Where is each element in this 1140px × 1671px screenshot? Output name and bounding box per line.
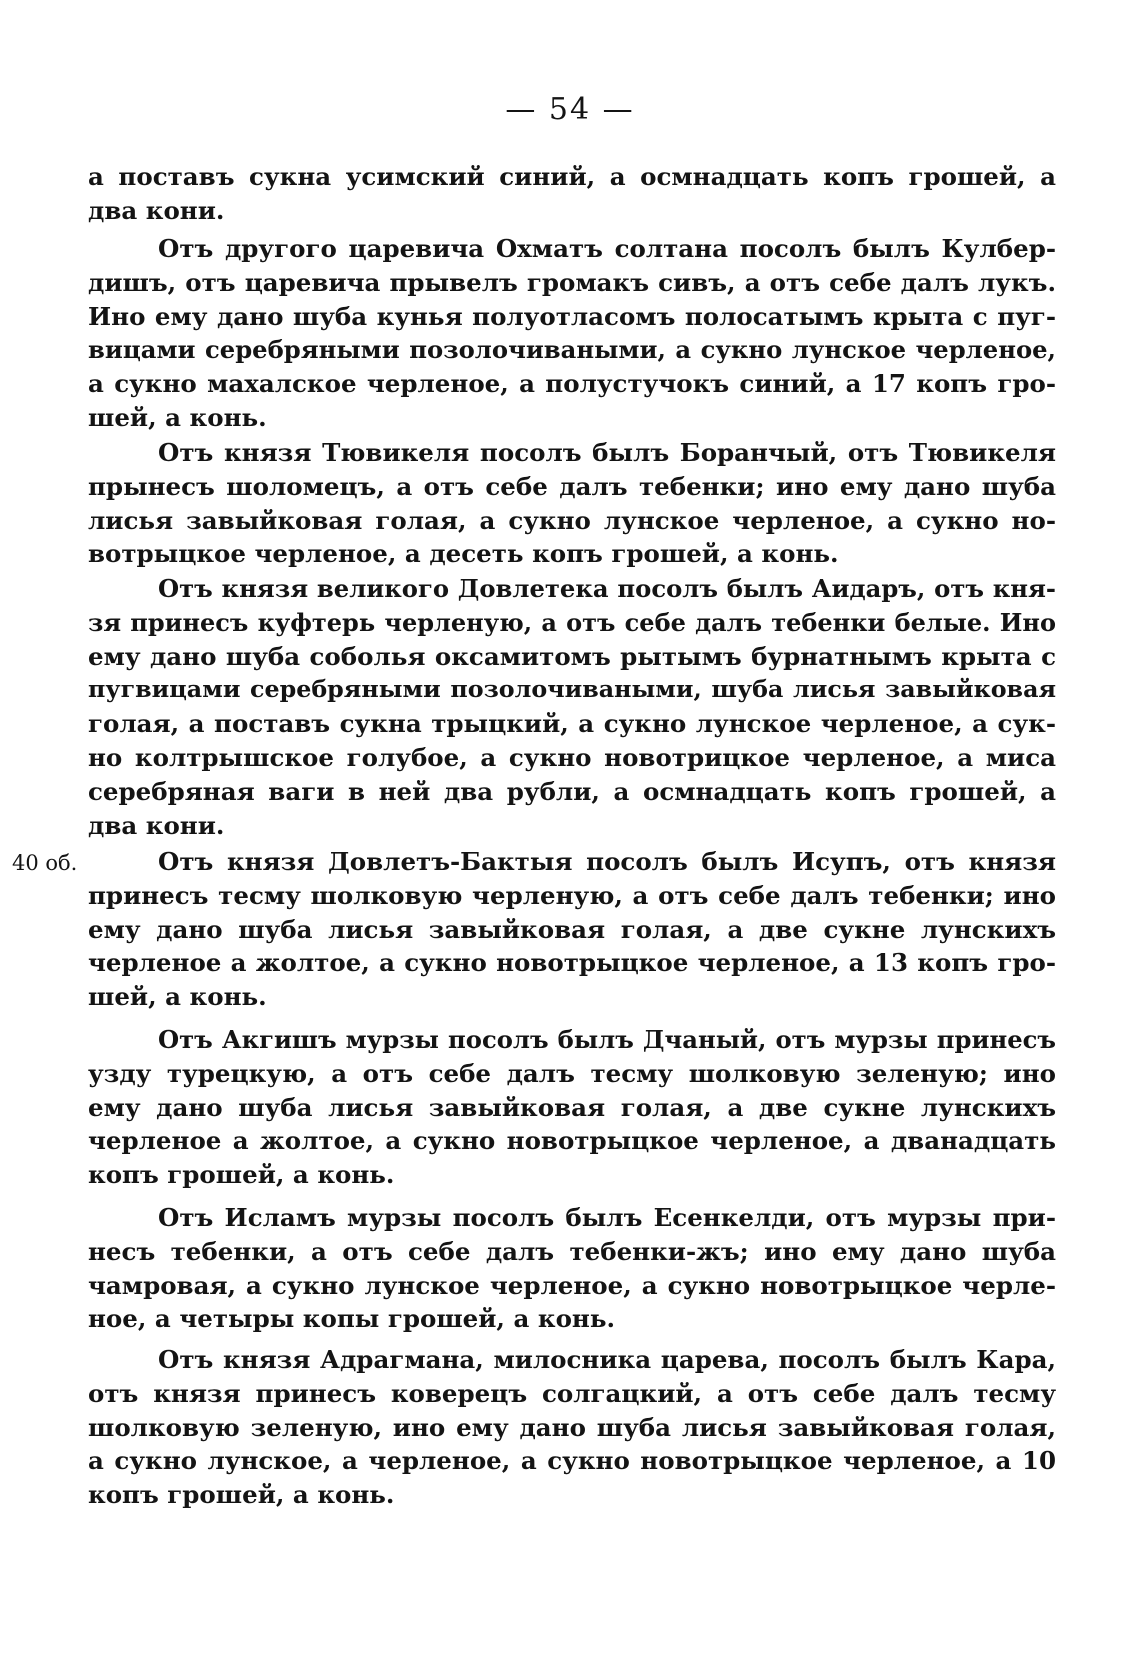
text-line: но колтрышское голубое, а сукно новотрицкое черленое, а миса: [88, 742, 1056, 772]
text-line: черленое а жолтое, а сукно новотрыцкое черленое, а 13 копъ гро-: [88, 948, 1056, 978]
text-line: голая, а поставъ сукна трыцкий, а сукно лунское черленое, а сук-: [88, 709, 1056, 739]
margin-note: 40 об.: [12, 851, 78, 875]
text-line: шей, а конь.: [88, 982, 267, 1012]
page-number: — 54 —: [505, 92, 635, 127]
text-line: чамровая, а сукно лунское черленое, а сукно новотрыцкое черле-: [88, 1270, 1056, 1300]
text-line: дишъ, отъ царевича прывелъ громакъ сивъ, а отъ себе далъ лукъ.: [88, 267, 1056, 297]
text-line: Отъ другого царевича Охматъ солтана посолъ былъ Кулбер-: [158, 234, 1056, 263]
text-line: зя принесъ куфтерь черленую, а отъ себе далъ тебенки белые. Ино: [88, 607, 1056, 637]
text-line: серебряная ваги в ней два рубли, а осмнадцать копъ грошей, а: [88, 776, 1056, 806]
text-line: прынесъ шоломецъ, а отъ себе далъ тебенки; ино ему дано шуба: [88, 471, 1056, 501]
text-line: два кони.: [88, 195, 225, 225]
paragraph: [88, 572, 1056, 842]
text-line: вотрыцкое черленое, а десеть копъ грошей, а конь.: [88, 539, 839, 569]
text-line: ему дано шуба соболья оксамитомъ рытымъ бурнатнымъ крыта с: [88, 641, 1056, 671]
text-line: лисья завыйковая голая, а сукно лунское черленое, а сукно но-: [88, 505, 1056, 535]
paragraph: [88, 160, 1056, 228]
paragraph: [88, 845, 1056, 1014]
text-line: узду турецкую, а отъ себе далъ тесму шолковую зеленую; ино: [88, 1058, 1056, 1088]
text-line: ему дано шуба лисья завыйковая голая, а две сукне лунскихъ: [88, 1092, 1056, 1122]
text-line: Отъ князя Довлетъ-Бактыя посолъ былъ Исупъ, отъ князя: [158, 847, 1056, 876]
text-line: вицами серебряными позолочиваными, а сукно лунское черленое,: [88, 335, 1056, 365]
text-line: шолковую зеленую, ино ему дано шуба лисья завыйковая голая,: [88, 1412, 1056, 1442]
text-line: Отъ князя Адрагмана, милосника царева, посолъ былъ Кара,: [158, 1345, 1056, 1374]
text-line: а поставъ сукна усимский синий, а осмнадцать копъ грошей, а: [88, 162, 1056, 191]
text-line: Отъ Акгишъ мурзы посолъ былъ Дчаный, отъ мурзы принесъ: [158, 1025, 1056, 1054]
paragraph: [88, 232, 1056, 435]
text-line: два кони.: [88, 810, 225, 840]
text-line: Отъ князя великого Довлетека посолъ былъ Аидаръ, отъ кня-: [158, 574, 1056, 603]
paragraph: [88, 436, 1056, 571]
text-line: несъ тебенки, а отъ себе далъ тебенки-жъ; ино ему дано шуба: [88, 1236, 1056, 1266]
paragraph: [88, 1343, 1056, 1512]
text-line: ное, а четыры копы грошей, а конь.: [88, 1304, 616, 1334]
paragraph: [88, 1201, 1056, 1336]
text-line: Ино ему дано шуба кунья полуотласомъ полосатымъ крыта с пуг-: [88, 301, 1056, 331]
text-line: отъ князя принесъ коверецъ солгацкий, а отъ себе далъ тесму: [88, 1378, 1056, 1408]
text-line: пугвицами серебряными позолочиваными, шуба лисья завыйковая: [88, 675, 1056, 704]
text-line: Отъ Исламъ мурзы посолъ былъ Есенкелди, отъ мурзы при-: [158, 1203, 1056, 1232]
text-line: ему дано шуба лисья завыйковая голая, а две сукне лунскихъ: [88, 914, 1056, 944]
paragraph: [88, 1023, 1056, 1192]
text-line: копъ грошей, а конь.: [88, 1160, 395, 1190]
text-line: а сукно махалское черленое, а полустучокъ синий, а 17 копъ гро-: [88, 369, 1056, 399]
text-line: Отъ князя Тювикеля посолъ былъ Боранчый, отъ Тювикеля: [158, 438, 1056, 467]
text-line: шей, а конь.: [88, 402, 267, 432]
text-line: принесъ тесму шолковую черленую, а отъ себе далъ тебенки; ино: [88, 880, 1056, 910]
text-line: копъ грошей, а конь.: [88, 1480, 395, 1510]
text-line: черленое а жолтое, а сукно новотрыцкое черленое, а дванадцать: [88, 1126, 1056, 1156]
text-line: а сукно лунское, а черленое, а сукно новотрыцкое черленое, а 10: [88, 1446, 1056, 1476]
